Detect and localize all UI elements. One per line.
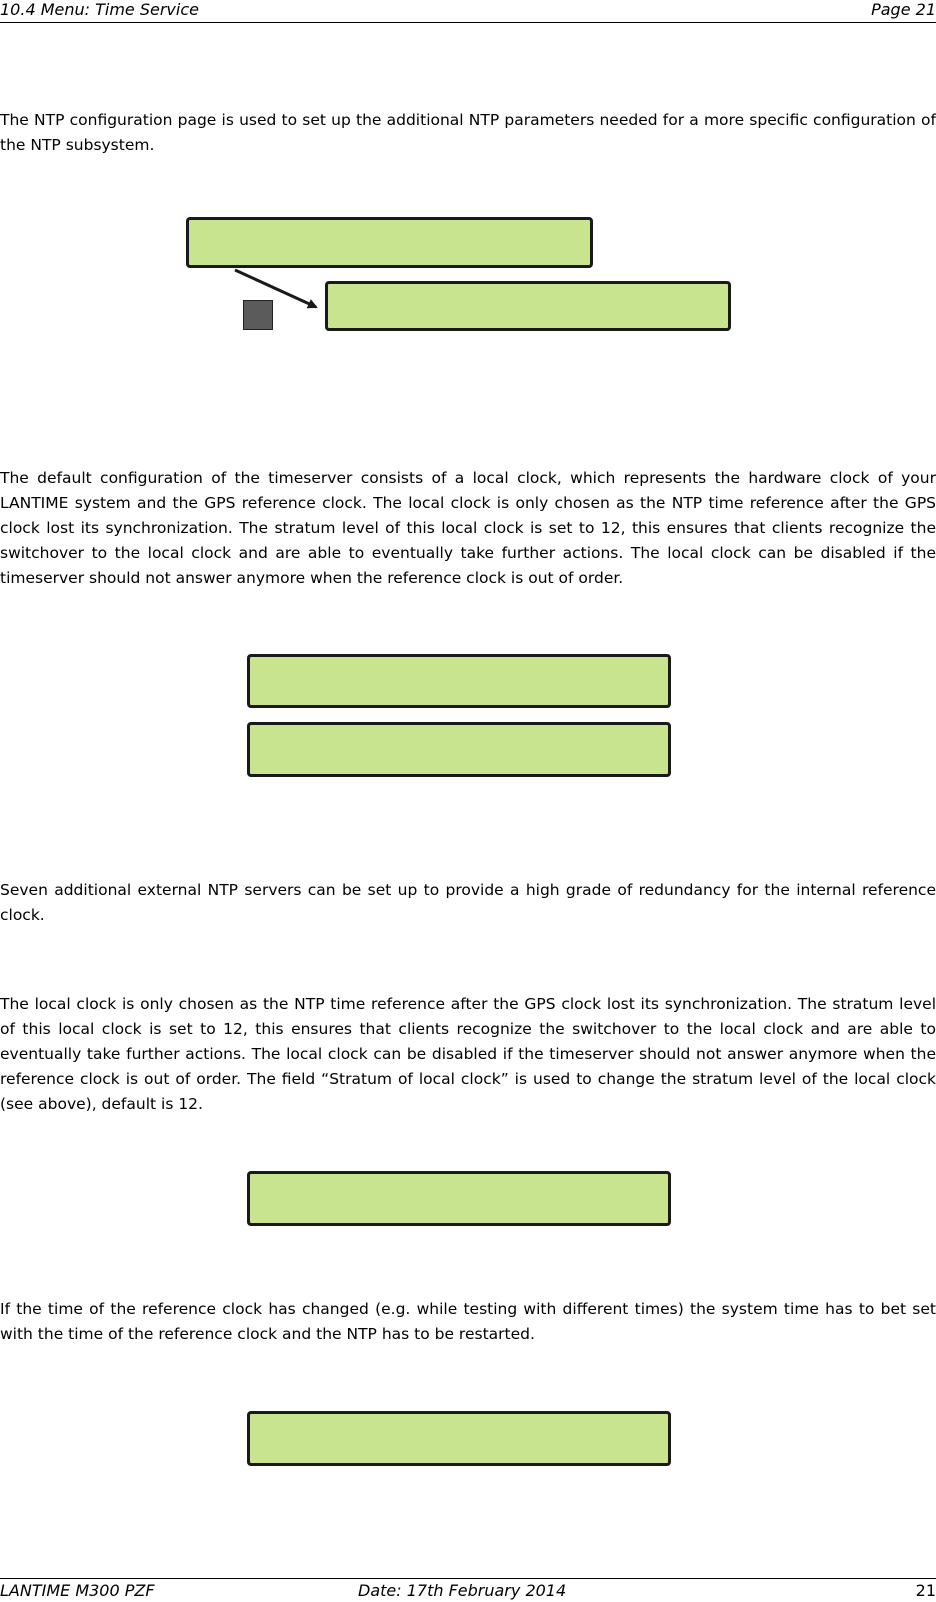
paragraph-external-ntp-servers: Seven additional external NTP servers can be set up to provide a high grade of redundancy for the internal reference clock. (0, 881, 936, 924)
header-section-title: 10.4 Menu: Time Service (0, 0, 199, 19)
lcd-display-stratum (247, 1171, 671, 1226)
footer-product-name: LANTIME M300 PZF (0, 1581, 155, 1600)
header-page-label: Page 21 (871, 0, 936, 19)
lcd-display-set-system-time (247, 1411, 671, 1466)
paragraph-default-configuration: The default configuration of the timeserver consists of a local clock, which represents the hardware clock of your LANTIME system and the GPS reference clock. The local clock is only chosen as the NTP time reference after the GPS clock lost its synchronization. The stratum level of this local clock is set to 12, this ensures that clients recognize the switchover to the local clock and are able to eventually take further actions. The local clock can be disabled if the timeserver should not answer anymore when the reference clock is out of order. (0, 469, 936, 587)
lcd-display-local-clock-setting (247, 722, 671, 777)
lcd-display-ntp-menu (186, 217, 593, 268)
footer-date: Date: 17th February 2014 (358, 1581, 567, 1600)
enter-key-icon (243, 300, 273, 330)
paragraph-ntp-config-intro: The NTP configuration page is used to set up the additional NTP parameters needed for a more specific configuration of the NTP subsystem. (0, 111, 936, 154)
lcd-display-local-clock (247, 654, 671, 708)
footer-page-number: 21 (915, 1581, 936, 1600)
page-header (0, 0, 936, 23)
paragraph-stratum-local-clock: The local clock is only chosen as the NTP time reference after the GPS clock lost its synchronization. The stratum level of this local clock is set to 12, this ensures that clients recognize the switchover to the local clock and are able to eventually take further actions. The local clock can be disabled if the timeserver should not answer anymore when the reference clock is out of order. The field “Stratum of local clock” is used to change the stratum level of the local clock (see above), default is 12. (0, 995, 936, 1113)
paragraph-reference-clock-changed: If the time of the reference clock has changed (e.g. while testing with different times) the system time has to bet set with the time of the reference clock and the NTP has to be restarted. (0, 1300, 936, 1343)
page-footer (0, 1578, 936, 1602)
lcd-display-ntp-submenu (325, 281, 731, 331)
